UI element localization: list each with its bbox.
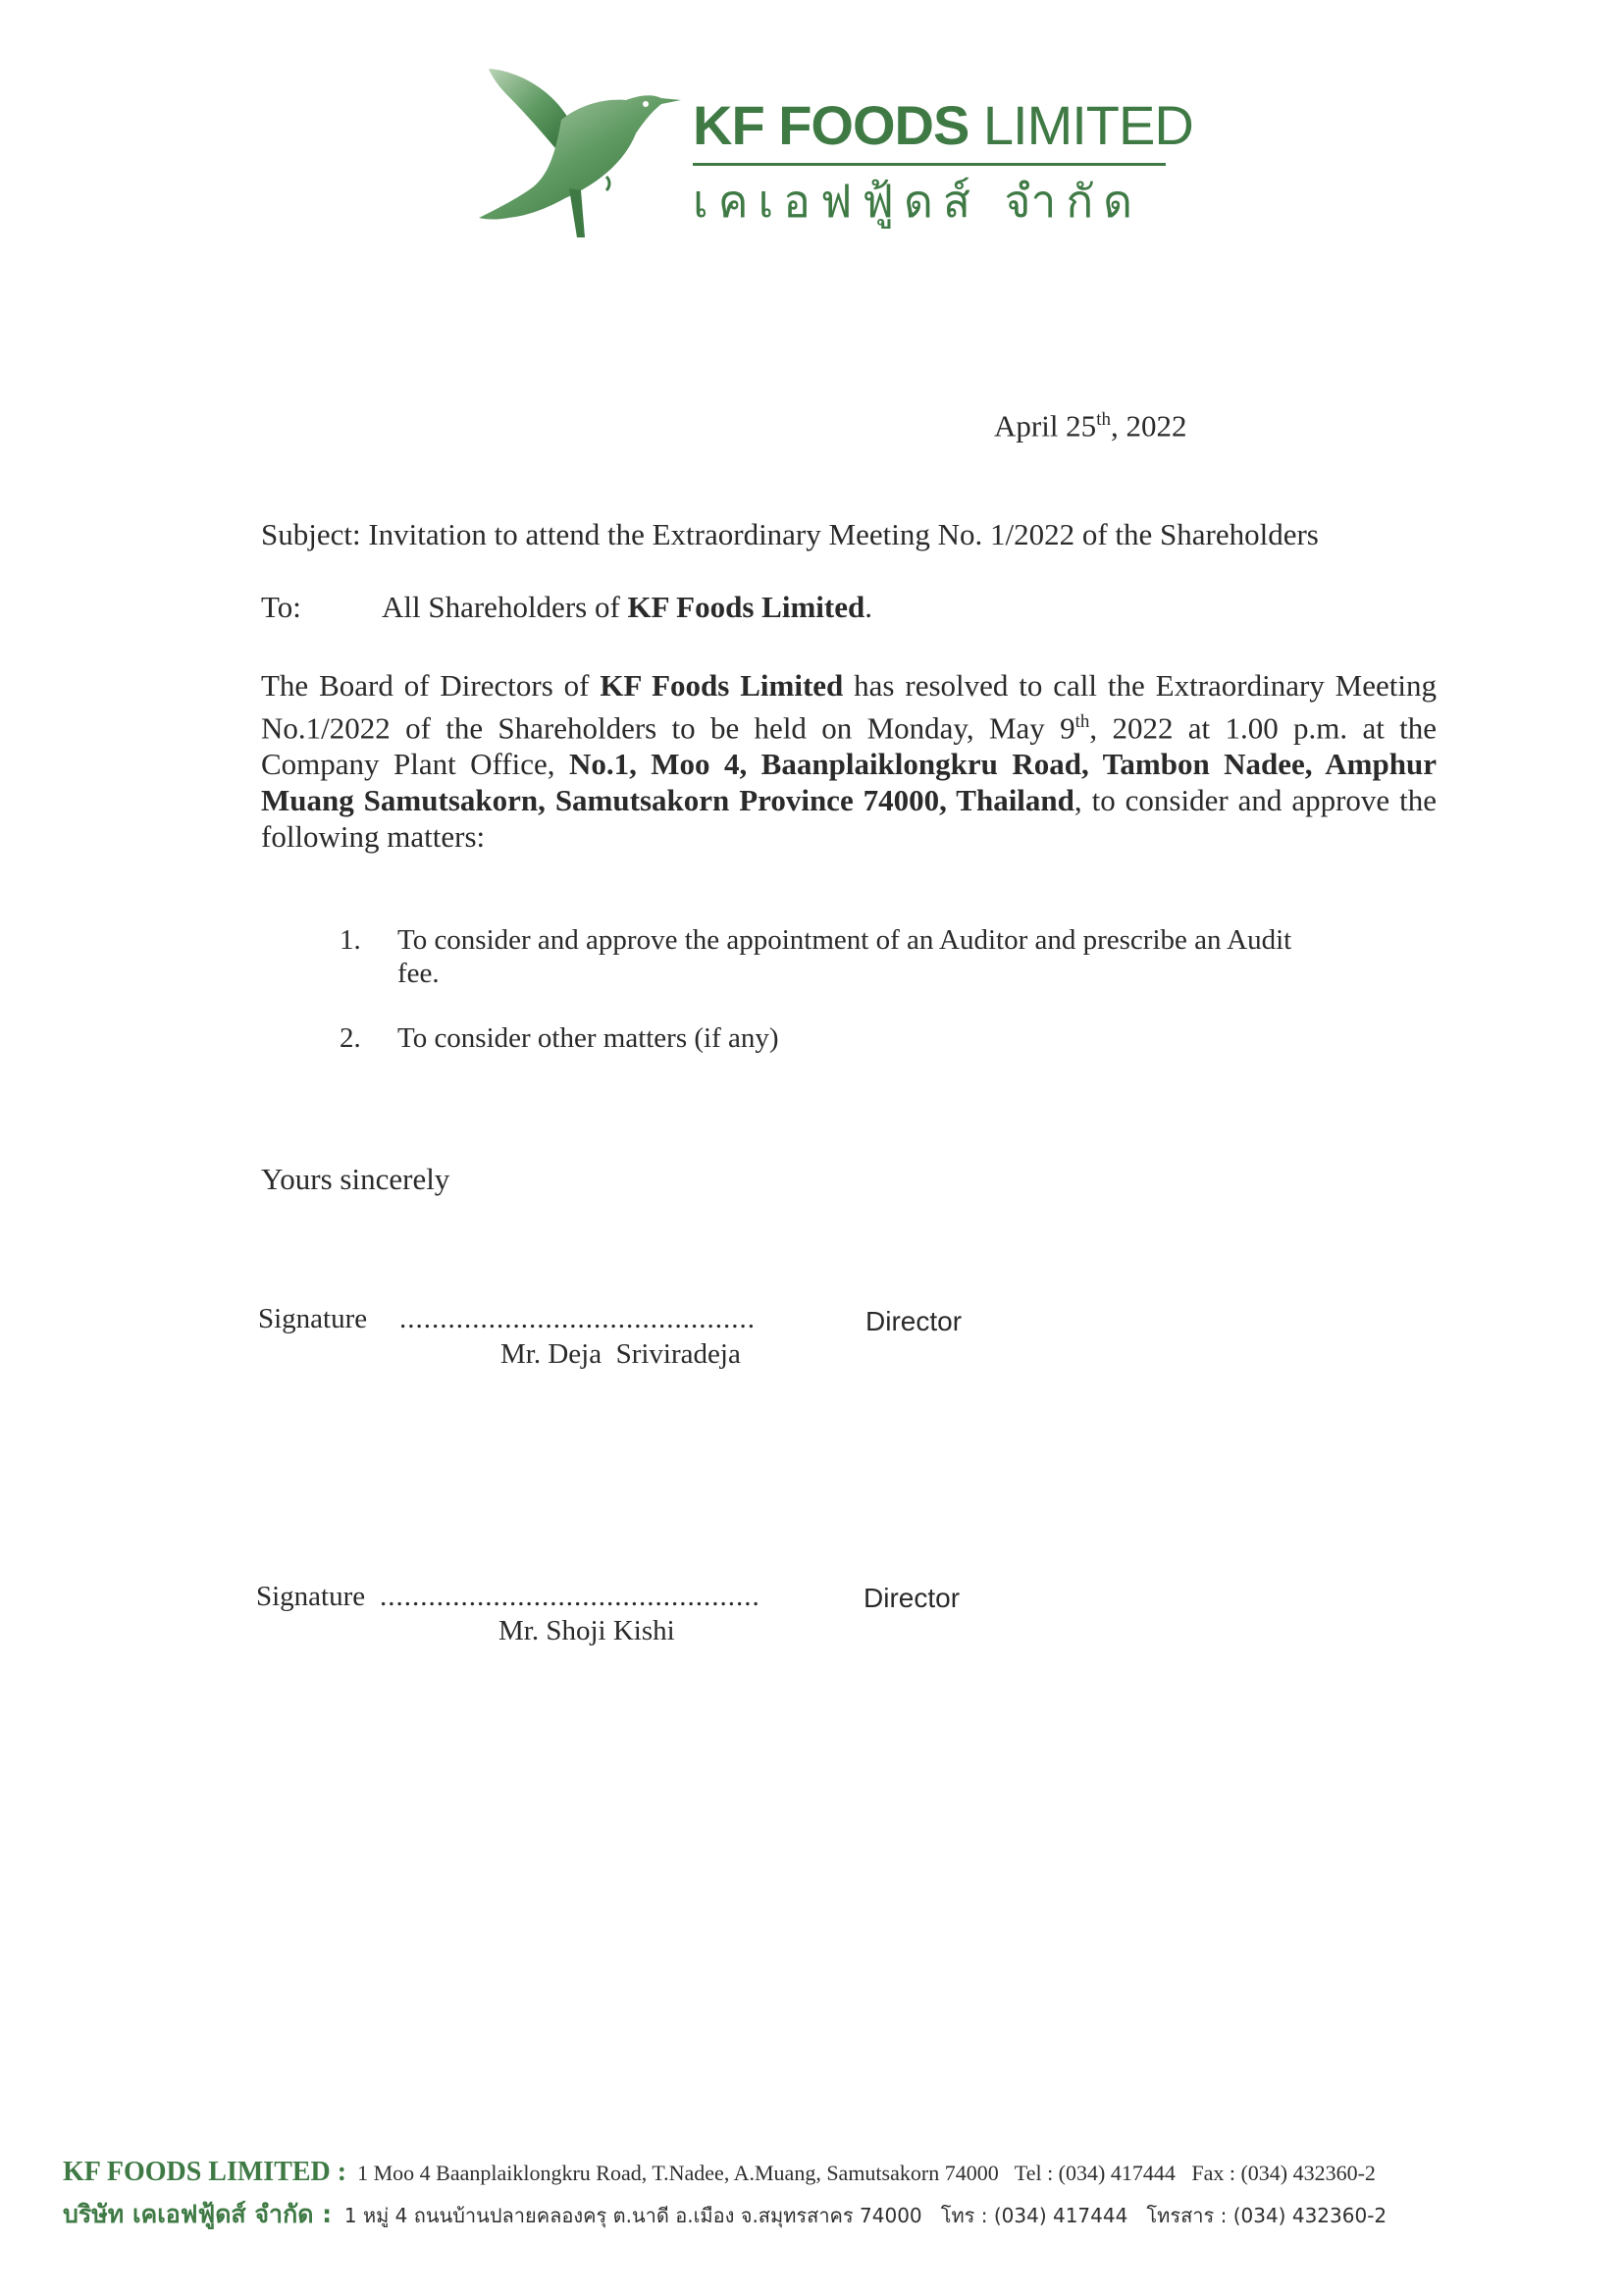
company-name-light: LIMITED: [982, 94, 1193, 156]
company-name-thai: เคเอฟฟู้ดส์ จำกัด: [693, 175, 1143, 228]
signature-line: ............................................: [399, 1303, 756, 1334]
footer-thai: [63, 2201, 1387, 2229]
footer-details-en: 1 Moo 4 Baanplaiklongkru Road, T.Nadee, A.Muang, Samutsakorn 74000 Tel : (034) 417444 Fax : (034) 432360-2: [357, 2161, 1376, 2185]
company-name-bold: KF FOODS: [693, 94, 969, 156]
signature-line: ...............................................: [380, 1581, 760, 1612]
agenda-item-number: 1.: [340, 924, 361, 956]
agenda-item-text: To consider other matters (if any): [397, 1022, 779, 1054]
kingfisher-bird-icon: [479, 61, 685, 237]
letterhead-rule: [693, 163, 1166, 166]
signature-label: Signature: [256, 1581, 366, 1612]
footer-company-en: KF FOODS LIMITED :: [63, 2157, 347, 2187]
signatory-name: Mr. Shoji Kishi: [498, 1615, 675, 1646]
signature-label: Signature: [258, 1303, 368, 1334]
closing-line: Yours sincerely: [261, 1162, 450, 1196]
letter-date: April 25th, 2022: [994, 408, 1187, 444]
to-recipient: All Shareholders of KF Foods Limited.: [382, 590, 872, 624]
footer-company-th: บริษัท เคเอฟฟู้ดส์ จำกัด :: [63, 2200, 333, 2228]
to-label: To:: [261, 590, 301, 624]
signatory-name: Mr. Deja Sriviradeja: [500, 1338, 741, 1370]
signature-role: Director: [865, 1306, 963, 1336]
footer-english: [63, 2159, 1376, 2187]
signature-role: Director: [864, 1583, 961, 1613]
body-paragraph: The Board of Directors of KF Foods Limited has resolved to call the Extraordinary Meeting No.1/2022 of the Shareholders to be held on Monday, May 9th, 2022 at 1.00 p.m. at the Company Plant Office, No.1, Moo 4, Baanplaiklongkru Road, Tambon Nadee, Amphur Muang Samutsakorn, Samutsakorn Province 74000, Thailand, to consider and approve the following matters:: [261, 668, 1438, 855]
footer-details-th: 1 หมู่ 4 ถนนบ้านปลายคลองครุ ต.นาดี อ.เมือง จ.สมุทรสาคร 74000 โทร : (034) 417444 โทรสาร : (034) 432360-2: [343, 2204, 1387, 2227]
subject-line: Subject: Invitation to attend the Extraordinary Meeting No. 1/2022 of the Shareholders: [261, 517, 1319, 551]
agenda-item-text: To consider and approve the appointment of an Auditor and prescribe an Audit fee.: [397, 924, 1292, 989]
company-name: [693, 94, 1193, 156]
agenda-item-number: 2.: [340, 1022, 361, 1054]
